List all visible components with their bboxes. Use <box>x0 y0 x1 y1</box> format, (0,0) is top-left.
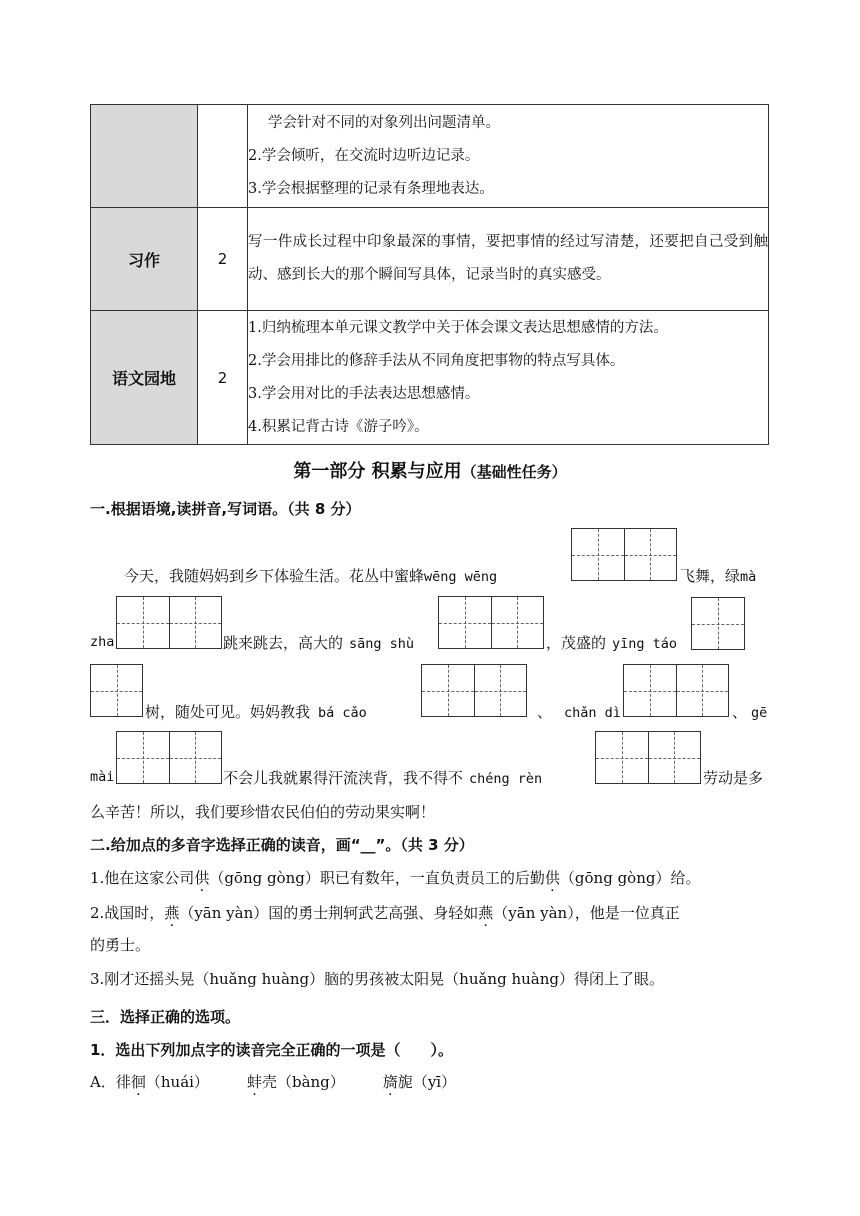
answer-box[interactable] <box>116 596 222 649</box>
question-3-heading: 三．选择正确的选项。 <box>90 1008 241 1026</box>
table-row <box>91 311 769 445</box>
q1-line-3-end <box>732 701 767 722</box>
q2-text: （yān yàn）国的勇士荆轲武艺高强、身轻如 <box>179 904 479 922</box>
section-cell: 习作 <box>91 208 198 311</box>
answer-box[interactable] <box>595 731 701 784</box>
q2-text: （yān yàn），他是一位真正 <box>493 904 680 922</box>
pinyin: sāng shù <box>349 636 415 652</box>
q2-text: 2.战国时， <box>90 904 165 922</box>
q2-text: （gōng gòng）给。 <box>559 869 701 887</box>
list-item: 4.积累记背古诗《游子吟》。 <box>248 418 429 435</box>
pinyin: mà <box>740 569 757 585</box>
dotted-char: 蚌 <box>246 1073 262 1091</box>
q1-line-1 <box>124 565 497 586</box>
list-item: 写一件成长过程中印象最深的事情，要把事情的经过写清楚，还要把自己受到触动、感到长大的那个瞬间写具体，记录当时的真实感受。 <box>248 234 768 283</box>
q1-text: 跳来跳去，高大的 <box>223 634 344 652</box>
q2-text: （gōng gòng）职已有数年，一直负责员工的后勤 <box>209 869 545 887</box>
pinyin: yīng táo <box>612 636 678 652</box>
answer-box[interactable] <box>90 664 143 717</box>
q2-sentence-2-cont: 的勇士。 <box>90 936 151 954</box>
table-row <box>91 105 769 208</box>
q1-text: 、 <box>732 703 748 721</box>
pinyin: zha <box>90 634 115 650</box>
question-2-heading: 二.给加点的多音字选择正确的读音，画“__”。（共 3 分） <box>90 836 474 854</box>
pinyin: wēng wēng <box>424 569 498 585</box>
part-title-text: 第一部分 积累与应用 <box>293 461 462 482</box>
list-item: 3.学会根据整理的记录有条理地表达。 <box>248 180 494 197</box>
q1-line-2-cont <box>546 632 677 653</box>
answer-box[interactable] <box>438 596 544 649</box>
pinyin: bá cǎo <box>318 705 367 721</box>
q1-text: 树，随处可见。妈妈教我 <box>145 703 311 721</box>
pinyin: gē <box>751 705 768 721</box>
list-item: 2.学会倾听，在交流时边听边记录。 <box>248 147 480 164</box>
q2-sentence-2 <box>90 902 680 923</box>
q2-sentence-1 <box>90 867 700 888</box>
lesson-plan-table <box>90 104 769 445</box>
hours-cell: 2 <box>198 208 248 311</box>
answer-box[interactable] <box>691 597 745 650</box>
char: 晃 <box>179 970 195 988</box>
q2-text: 3.刚才还摇头 <box>90 970 180 988</box>
list-item: 1.归纳梳理本单元课文教学中关于体会课文表达思想感情的方法。 <box>248 319 668 336</box>
q1-line-3-cont <box>537 701 621 722</box>
q1-text: 不会儿我就累得汗流浃背，我不得不 <box>223 769 464 787</box>
section-cell <box>91 105 198 208</box>
dotted-char: 徊 <box>130 1073 146 1091</box>
dotted-char: 供 <box>544 869 560 887</box>
hours-cell: 2 <box>198 311 248 445</box>
content-cell <box>248 208 769 311</box>
pinyin: （yī） <box>412 1073 457 1091</box>
list-item: 2.学会用排比的修辞手法从不同角度把事物的特点写具体。 <box>248 352 625 369</box>
list-item: 学会针对不同的对象列出问题清单。 <box>268 114 500 131</box>
q1-line-4 <box>223 767 542 788</box>
q1-line-4-cont: 劳动是多 <box>703 769 764 787</box>
q1-line-1-cont <box>680 565 756 586</box>
q2-text: （huǎng huàng）脑的男孩被太阳 <box>194 970 430 988</box>
q1-line-3 <box>145 701 367 722</box>
char: 晃 <box>429 970 445 988</box>
pinyin: （huái） <box>145 1073 209 1091</box>
section-cell: 语文园地 <box>91 311 198 445</box>
char: 徘 <box>115 1073 131 1091</box>
q1-text: 飞舞，绿 <box>680 567 741 585</box>
question-3-1: 1．选出下列加点字的读音完全正确的一项是（ ）。 <box>90 1041 453 1059</box>
dotted-char: 旖 <box>382 1073 398 1091</box>
part-subtitle: （基础性任务） <box>461 463 567 481</box>
q2-text: （huǎng huàng）得闭上了眼。 <box>444 970 664 988</box>
q2-sentence-3 <box>90 968 664 989</box>
pinyin: chǎn dì <box>564 705 621 721</box>
pinyin: （bàng） <box>276 1073 345 1091</box>
hours-cell <box>198 105 248 208</box>
pinyin: chéng rèn <box>469 771 543 787</box>
answer-box[interactable] <box>571 528 677 581</box>
table-row <box>91 208 769 311</box>
char: 壳 <box>261 1073 277 1091</box>
list-item: 3.学会用对比的手法表达思想感情。 <box>248 385 480 402</box>
q1-text: 今天，我随妈妈到乡下体验生活。花丛中蜜蜂 <box>124 567 425 585</box>
answer-box[interactable] <box>116 731 222 784</box>
dotted-char: 供 <box>194 869 210 887</box>
q2-text: 1.他在这家公司 <box>90 869 195 887</box>
q1-text: 、 <box>537 703 553 721</box>
answer-box[interactable] <box>623 664 729 717</box>
dotted-char: 燕 <box>164 904 180 922</box>
content-cell <box>248 105 769 208</box>
part-title <box>0 457 860 483</box>
question-1-heading: 一.根据语境,读拼音,写词语。（共 8 分） <box>90 500 361 518</box>
q1-line-5: 么辛苦！所以，我们要珍惜农民伯伯的劳动果实啊！ <box>90 803 436 821</box>
answer-box[interactable] <box>421 664 527 717</box>
char: 旎 <box>397 1073 413 1091</box>
content-cell <box>248 311 769 445</box>
option-label: A． <box>90 1073 116 1091</box>
option-a[interactable] <box>90 1071 456 1092</box>
pinyin: mài <box>90 769 115 785</box>
q1-text: ，茂盛的 <box>546 634 607 652</box>
q1-line-2 <box>223 632 414 653</box>
dotted-char: 燕 <box>478 904 494 922</box>
